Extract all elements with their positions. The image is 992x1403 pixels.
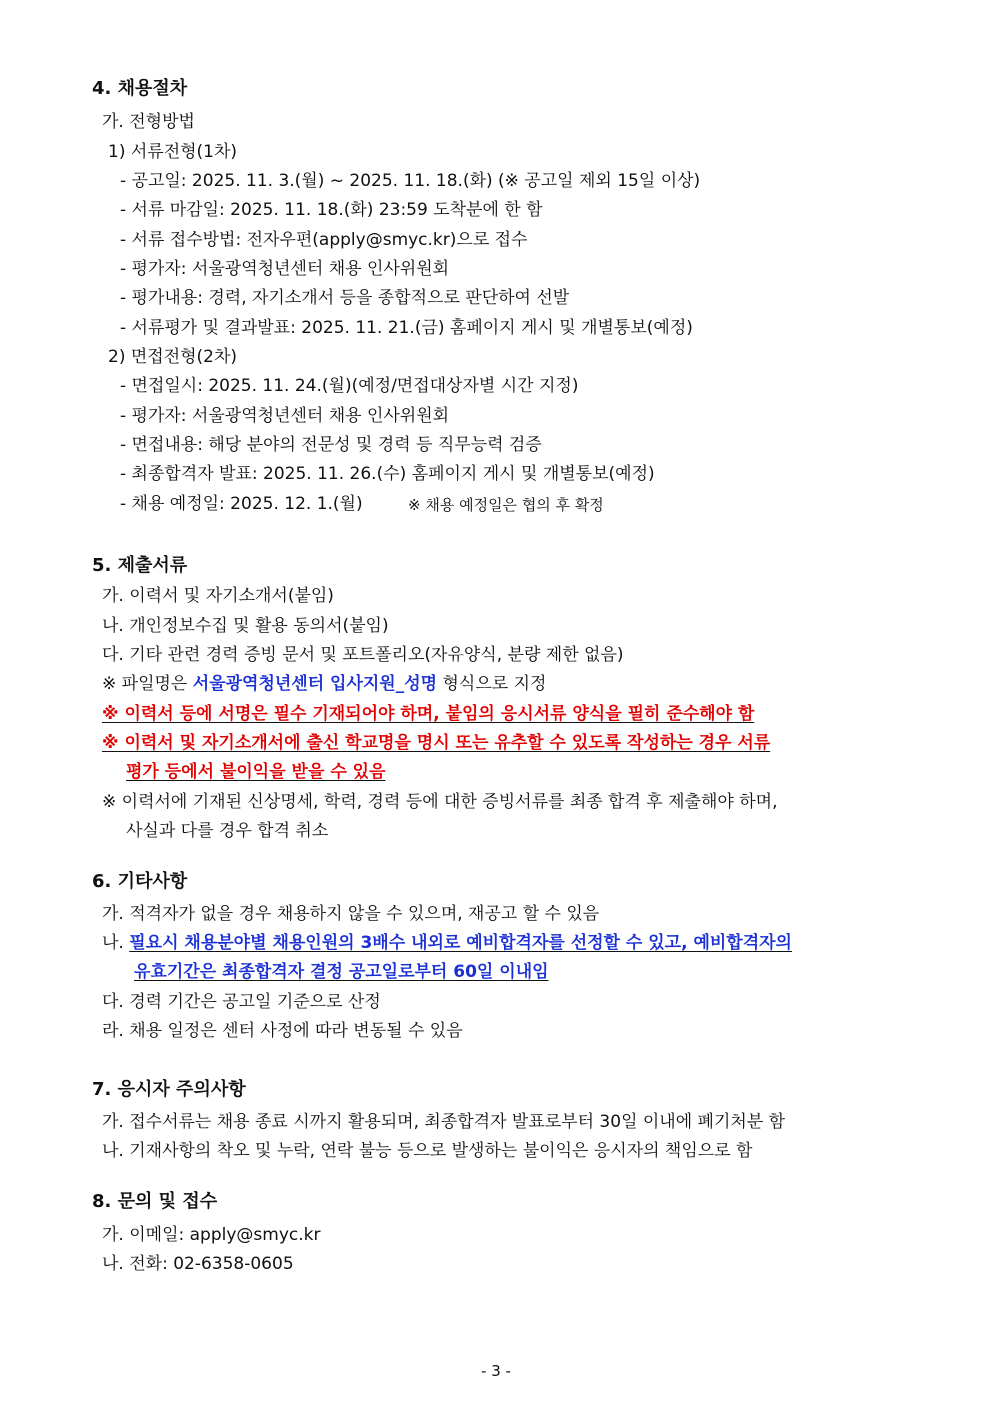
s5-school-warning xyxy=(102,731,770,755)
s6-reserve-note xyxy=(102,931,792,955)
section-8-heading: 8. 문의 및 접수 xyxy=(92,1191,218,1212)
s5-filename-prefix: ※ 파일명은 xyxy=(102,674,193,694)
s5-school-warning-line1: ※ 이력서 및 자기소개서에 출신 학교명을 명시 또는 유추할 수 있도록 작성하는 경우 서류 xyxy=(102,733,771,753)
s8-email: 가. 이메일: apply@smyc.kr xyxy=(102,1225,321,1245)
s6-reserve-line1: 필요시 채용분야별 채용인원의 3배수 내외로 예비합격자를 선정할 수 있고, 예비합격자의 xyxy=(129,933,792,953)
section-6-heading: 6. 기타사항 xyxy=(92,871,188,892)
s6-reserve-note-cont xyxy=(134,960,549,984)
s5-item: 가. 이력서 및 자기소개서(붙임) xyxy=(102,586,334,606)
s4-document-screening-title: 1) 서류전형(1차) xyxy=(108,142,238,162)
s4-p2-item: - 평가자: 서울광역청년센터 채용 인사위원회 xyxy=(120,406,450,426)
s4-hire-date-note: ※ 채용 예정일은 협의 후 확정 xyxy=(408,496,604,514)
s4-p1-item: - 서류 마감일: 2025. 11. 18.(화) 23:59 도착분에 한 함 xyxy=(120,200,543,220)
s6-item: 가. 적격자가 없을 경우 채용하지 않을 수 있으며, 재공고 할 수 있음 xyxy=(102,904,600,924)
s7-item: 가. 접수서류는 채용 종료 시까지 활용되며, 최종합격자 발표로부터 30일 이내에 폐기처분 함 xyxy=(102,1112,786,1132)
s4-hire-date: - 채용 예정일: 2025. 12. 1.(월) xyxy=(120,494,363,514)
s5-school-warning-cont xyxy=(126,760,386,784)
s7-item: 나. 기재사항의 착오 및 누락, 연락 불능 등으로 발생하는 불이익은 응시자의 책임으로 함 xyxy=(102,1141,753,1161)
s5-filename-suffix: 형식으로 지정 xyxy=(437,674,547,694)
s4-p1-item: - 공고일: 2025. 11. 3.(월) ~ 2025. 11. 18.(화) (※ 공고일 제외 15일 이상) xyxy=(120,171,701,191)
s4-p1-item: - 평가내용: 경력, 자기소개서 등을 종합적으로 판단하여 선발 xyxy=(120,288,570,308)
s5-signature-warning xyxy=(102,702,754,726)
s6-reserve-line2: 유효기간은 최종합격자 결정 공고일로부터 60일 이내임 xyxy=(134,962,549,982)
s6-item: 라. 채용 일정은 센터 사정에 따라 변동될 수 있음 xyxy=(102,1021,463,1041)
s5-proof-note: ※ 이력서에 기재된 신상명세, 학력, 경력 등에 대한 증빙서류를 최종 합격 후 제출해야 하며, xyxy=(102,792,778,812)
s4-interview-title: 2) 면접전형(2차) xyxy=(108,347,238,367)
s4-p2-item: - 최종합격자 발표: 2025. 11. 26.(수) 홈페이지 게시 및 개별통보(예정) xyxy=(120,464,655,484)
s5-item: 다. 기타 관련 경력 증빙 문서 및 포트폴리오(자유양식, 분량 제한 없음) xyxy=(102,645,624,665)
s6-reserve-prefix: 나. xyxy=(102,933,130,953)
page-number: - 3 - xyxy=(481,1362,511,1380)
section-4-heading: 4. 채용절차 xyxy=(92,78,188,99)
s4-p1-item: - 서류 접수방법: 전자우편(apply@smyc.kr)으로 접수 xyxy=(120,230,528,250)
s5-filename-note xyxy=(102,672,546,696)
s4-p2-item: - 면접내용: 해당 분야의 전문성 및 경력 등 직무능력 검증 xyxy=(120,435,542,455)
s4-p1-item: - 평가자: 서울광역청년센터 채용 인사위원회 xyxy=(120,259,450,279)
s5-filename-format: 서울광역청년센터 입사지원_성명 xyxy=(192,674,438,694)
s4-subheading-a: 가. 전형방법 xyxy=(102,112,195,132)
s6-item: 다. 경력 기간은 공고일 기준으로 산정 xyxy=(102,992,381,1012)
section-7-heading: 7. 응시자 주의사항 xyxy=(92,1079,246,1100)
section-5-heading: 5. 제출서류 xyxy=(92,555,188,576)
s5-signature-warning-text: ※ 이력서 등에 서명은 필수 기재되어야 하며, 붙임의 응시서류 양식을 필히 준수해야 함 xyxy=(102,704,755,724)
s4-p1-item: - 서류평가 및 결과발표: 2025. 11. 21.(금) 홈페이지 게시 및 개별통보(예정) xyxy=(120,318,693,338)
s5-item: 나. 개인정보수집 및 활용 동의서(붙임) xyxy=(102,616,389,636)
s5-school-warning-line2: 평가 등에서 불이익을 받을 수 있음 xyxy=(126,762,386,782)
s5-proof-note-cont: 사실과 다를 경우 합격 취소 xyxy=(126,821,329,841)
s4-p2-item: - 면접일시: 2025. 11. 24.(월)(예정/면접대상자별 시간 지정) xyxy=(120,376,579,396)
s8-phone: 나. 전화: 02-6358-0605 xyxy=(102,1254,294,1274)
